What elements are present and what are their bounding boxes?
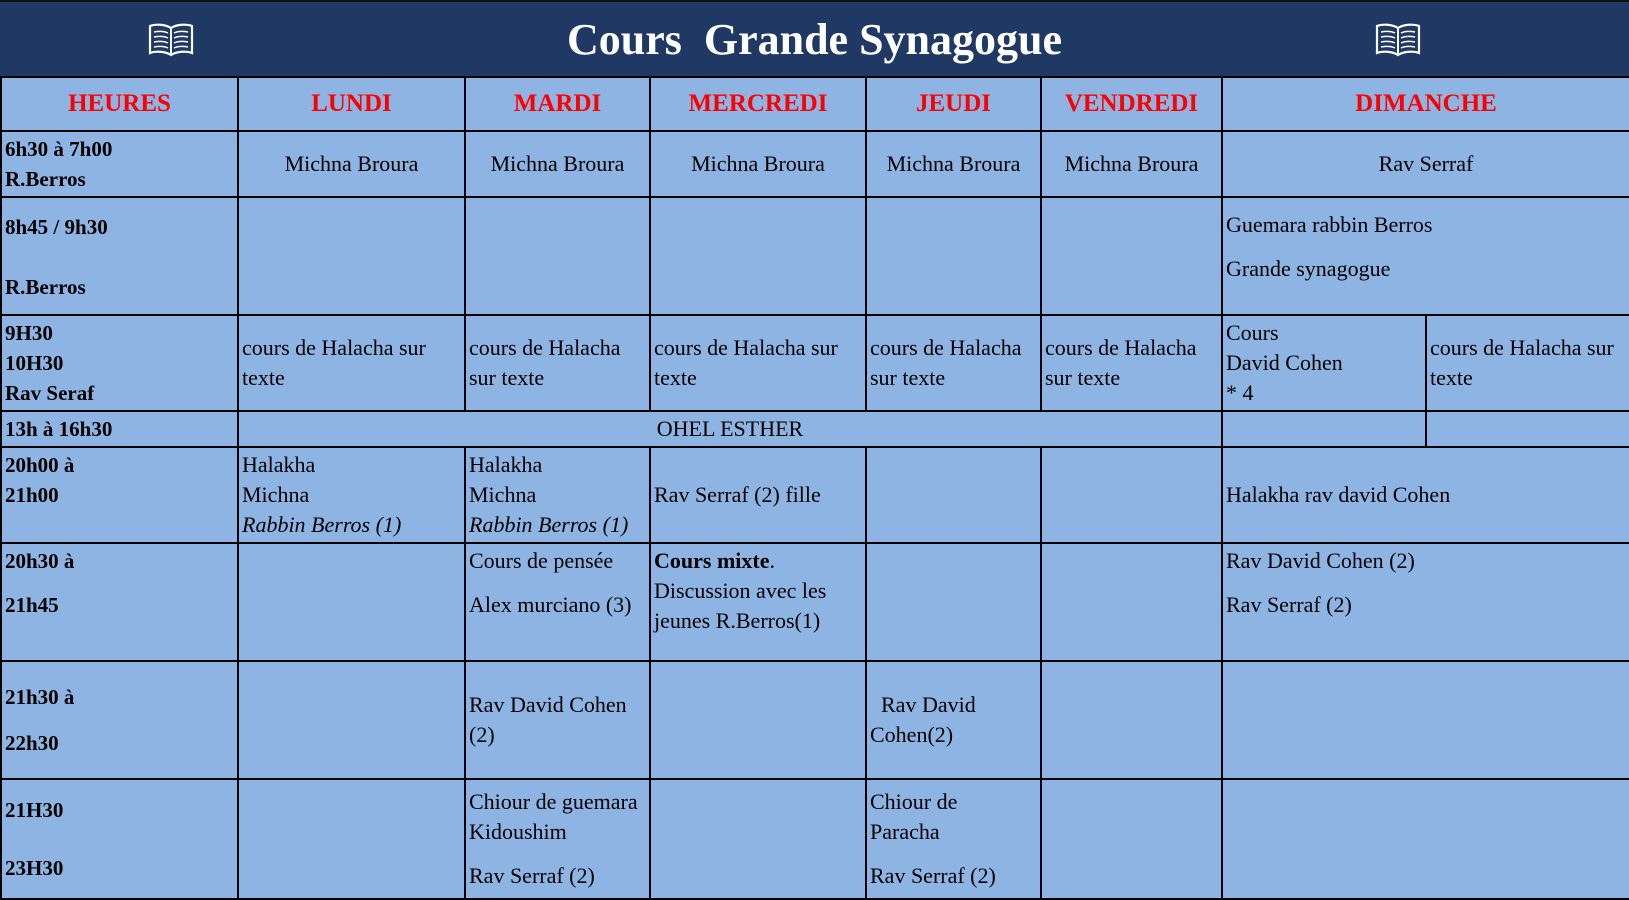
table-row: [1, 315, 1629, 411]
course-cell: Michna Broura: [1041, 131, 1222, 197]
course-cell: Michna Broura: [650, 131, 866, 197]
empty-cell: [650, 197, 866, 315]
header-row: [1, 77, 1629, 131]
empty-cell: [1426, 411, 1629, 447]
course-cell: Rav Serraf: [1222, 131, 1629, 197]
table-row: [1, 131, 1629, 197]
empty-cell: [650, 779, 866, 899]
empty-cell: [650, 661, 866, 779]
empty-cell: [238, 543, 465, 661]
empty-cell: [866, 197, 1041, 315]
col-header-jeudi: JEUDI: [866, 77, 1041, 131]
empty-cell: [1222, 779, 1629, 899]
course-cell: Guemara rabbin Berros Grande synagogue: [1222, 197, 1629, 315]
empty-cell: [238, 197, 465, 315]
empty-cell: [1041, 197, 1222, 315]
table-row: [1, 447, 1629, 543]
time-cell: 13h à 16h30: [1, 411, 238, 447]
col-header-heures: HEURES: [1, 77, 238, 131]
course-cell: cours de Halacha sur texte: [1041, 315, 1222, 411]
page-title: Cours Grande Synagogue: [566, 15, 1063, 64]
course-cell: Cours mixte. Discussion avec les jeunes R.Berros(1): [650, 543, 866, 661]
course-cell: Cours de pensée Alex murciano (3): [465, 543, 650, 661]
col-header-vendredi: VENDREDI: [1041, 77, 1222, 131]
table-row: [1, 543, 1629, 661]
course-cell: Chiour de guemara Kidoushim Rav Serraf (2): [465, 779, 650, 899]
time-cell: 8h45 / 9h30 R.Berros: [1, 197, 238, 315]
empty-cell: [866, 543, 1041, 661]
course-cell: Rav David Cohen (2): [465, 661, 650, 779]
table-row: [1, 661, 1629, 779]
time-cell: 9H30 10H30 Rav Seraf: [1, 315, 238, 411]
course-cell: Rav David Cohen (2) Rav Serraf (2): [1222, 543, 1629, 661]
time-cell: 20h00 à 21h00: [1, 447, 238, 543]
book-icon: [1374, 22, 1422, 58]
time-cell: 21H30 23H30: [1, 779, 238, 899]
empty-cell: [1041, 779, 1222, 899]
empty-cell: [1041, 543, 1222, 661]
table-row: [1, 197, 1629, 315]
course-cell: OHEL ESTHER: [238, 411, 1222, 447]
col-header-mercredi: MERCREDI: [650, 77, 866, 131]
empty-cell: [1041, 447, 1222, 543]
table-row: [1, 411, 1629, 447]
empty-cell: [465, 197, 650, 315]
course-cell: Rav David Cohen(2): [866, 661, 1041, 779]
course-cell: cours de Halacha sur texte: [238, 315, 465, 411]
course-cell: Chiour de Paracha Rav Serraf (2): [866, 779, 1041, 899]
empty-cell: [238, 779, 465, 899]
course-cell: Halakha Michna Rabbin Berros (1): [465, 447, 650, 543]
time-cell: 21h30 à 22h30: [1, 661, 238, 779]
col-header-dimanche: DIMANCHE: [1222, 77, 1629, 131]
course-cell: cours de Halacha sur texte: [650, 315, 866, 411]
empty-cell: [1222, 411, 1426, 447]
time-cell: 20h30 à 21h45: [1, 543, 238, 661]
course-cell: Michna Broura: [866, 131, 1041, 197]
course-cell: cours de Halacha sur texte: [465, 315, 650, 411]
course-cell: Halakha Michna Rabbin Berros (1): [238, 447, 465, 543]
course-cell: cours de Halacha sur texte: [1426, 315, 1629, 411]
empty-cell: [1222, 661, 1629, 779]
course-cell: Michna Broura: [465, 131, 650, 197]
schedule-table: [0, 76, 1629, 900]
empty-cell: [238, 661, 465, 779]
col-header-mardi: MARDI: [465, 77, 650, 131]
table-row: [1, 779, 1629, 899]
course-cell: Halakha rav david Cohen: [1222, 447, 1629, 543]
col-header-lundi: LUNDI: [238, 77, 465, 131]
course-cell: Michna Broura: [238, 131, 465, 197]
course-cell: Cours David Cohen * 4: [1222, 315, 1426, 411]
time-cell: 6h30 à 7h00 R.Berros: [1, 131, 238, 197]
empty-cell: [866, 447, 1041, 543]
title-banner: [0, 0, 1629, 78]
course-cell: Rav Serraf (2) fille: [650, 447, 866, 543]
course-cell: cours de Halacha sur texte: [866, 315, 1041, 411]
empty-cell: [1041, 661, 1222, 779]
